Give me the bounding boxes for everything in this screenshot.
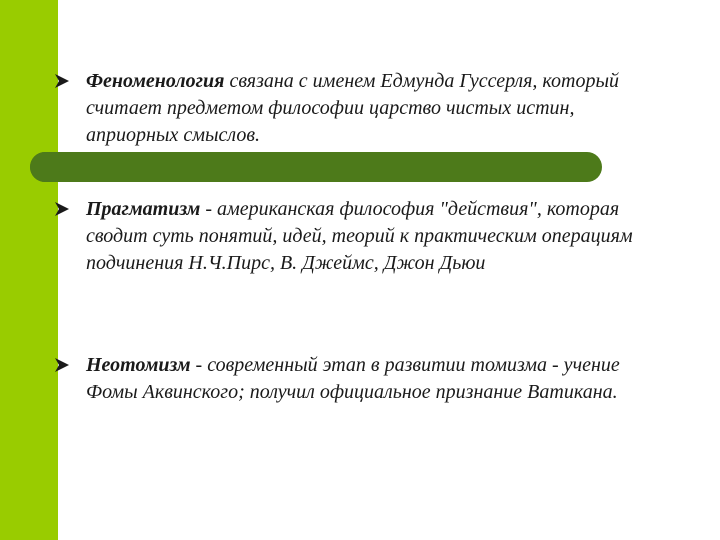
arrowhead-bullet-icon	[54, 201, 70, 217]
bullet-description: связана с именем Едмунда Гуссерля, который считает предметом философии царство чистых истин, априорных смыслов.	[86, 70, 619, 146]
bullet-text	[86, 68, 664, 149]
bullet-description: - американская философия "действия", которая сводит суть понятий, идей, теорий к практическим операциям подчинения Н.Ч.Пирс, В. Джеймс, Джон Дьюи	[86, 198, 633, 274]
bullet-description: - современный этап в развитии томизма - учение Фомы Аквинского; получил официальное признание Ватикана.	[86, 354, 620, 403]
bullet-term: Феноменология	[86, 70, 225, 92]
arrowhead-bullet-icon	[54, 73, 70, 89]
bullet-term: Неотомизм	[86, 354, 191, 376]
bullet-text	[86, 352, 664, 406]
bullet-text	[86, 196, 664, 277]
bullet-term: Прагматизм	[86, 198, 201, 220]
arrowhead-bullet-icon	[54, 357, 70, 373]
